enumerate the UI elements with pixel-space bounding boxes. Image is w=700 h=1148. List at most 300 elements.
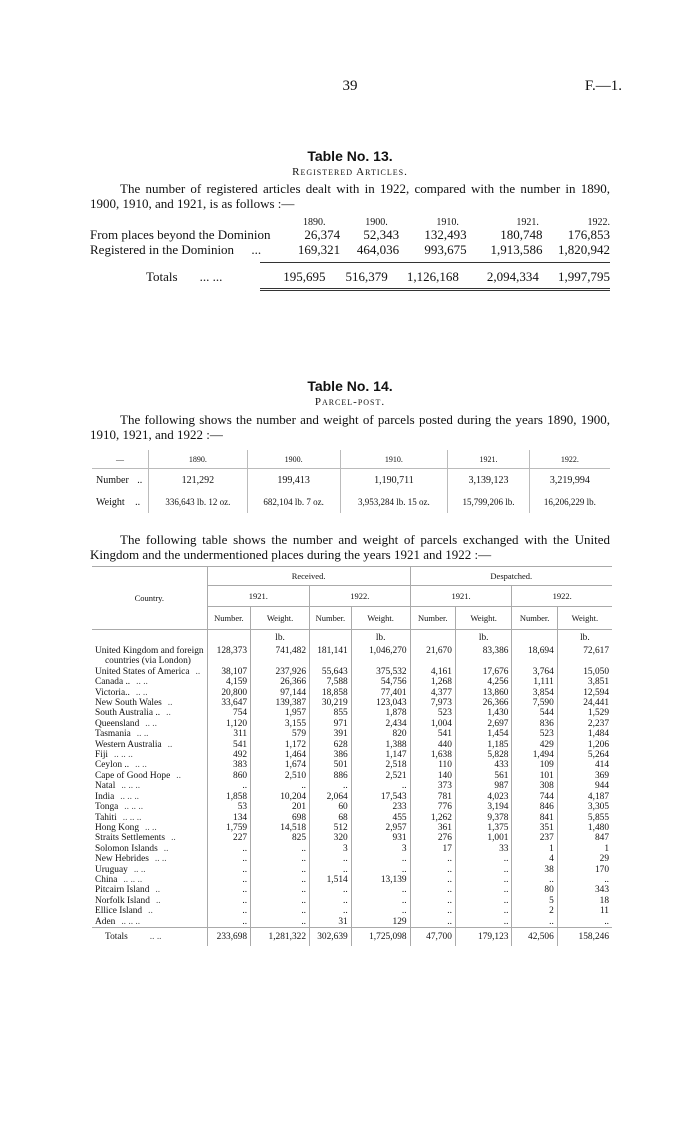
value-cell: .. [512, 917, 557, 928]
value-cell: 391 [310, 729, 352, 739]
value-cell: 129 [351, 917, 410, 928]
value-cell: 9,378 [455, 813, 512, 823]
value-cell: 944 [557, 781, 612, 791]
value-cell: .. [455, 865, 512, 875]
year-header: 1922. [310, 586, 411, 607]
value-cell: 501 [310, 760, 352, 770]
value-cell: 2,434 [351, 719, 410, 729]
value-cell: 201 [251, 802, 310, 812]
country-name: Western Australia .. [95, 739, 173, 750]
country-name: Pitcairn Island .. [95, 885, 161, 896]
value-cell: 1,190,711 [340, 469, 448, 492]
table-row [90, 228, 610, 243]
year-label: 1900. [365, 217, 388, 228]
value-cell: 110 [410, 760, 455, 770]
value-cell: 11 [557, 906, 612, 916]
value-cell: 29 [557, 854, 612, 864]
value-cell: 237 [512, 833, 557, 843]
value-cell: 7,588 [310, 677, 352, 687]
value-cell: 2 [512, 906, 557, 916]
value-cell: .. [251, 844, 310, 854]
value-cell: .. [410, 875, 455, 885]
table-row [92, 875, 612, 885]
value-cell: 544 [512, 708, 557, 718]
value-cell: 1,268 [410, 677, 455, 687]
country-name: Hong Kong .. .. [95, 822, 157, 833]
country-name: Canada .. .. .. [95, 677, 148, 688]
value-cell: 180,748 [500, 227, 543, 242]
value-cell: 541 [207, 740, 251, 750]
value-cell: 134 [207, 813, 251, 823]
value-cell: 3,194 [455, 802, 512, 812]
value-cell: 1,046,270 [351, 646, 410, 667]
value-cell: .. [557, 875, 612, 885]
value-cell: 781 [410, 792, 455, 802]
value-cell: 14,518 [251, 823, 310, 833]
value-cell: 311 [207, 729, 251, 739]
value-cell: .. [455, 917, 512, 928]
header-row [92, 567, 612, 586]
value-cell: .. [351, 865, 410, 875]
total-cell: 1,725,098 [351, 927, 410, 946]
value-cell: 2,518 [351, 760, 410, 770]
value-cell: 433 [455, 760, 512, 770]
total-cell: 42,506 [512, 927, 557, 946]
value-cell: 855 [310, 708, 352, 718]
value-cell: 1,878 [351, 708, 410, 718]
value-cell: 4,161 [410, 667, 455, 677]
value-cell: 1,430 [455, 708, 512, 718]
value-cell: 20,800 [207, 688, 251, 698]
value-cell: 776 [410, 802, 455, 812]
value-cell: 3,219,994 [529, 469, 610, 492]
table-row [92, 781, 612, 791]
value-cell: .. [207, 781, 251, 791]
value-cell: 1,514 [310, 875, 352, 885]
value-cell: .. [351, 896, 410, 906]
unit-label: lb. [251, 630, 310, 647]
value-cell: 860 [207, 771, 251, 781]
value-cell: 3,851 [557, 677, 612, 687]
value-cell: 54,756 [351, 677, 410, 687]
value-cell: 181,141 [310, 646, 352, 667]
value-cell: .. [351, 906, 410, 916]
country-header: Country. [92, 567, 207, 630]
value-cell: 579 [251, 729, 310, 739]
value-cell: 170 [557, 865, 612, 875]
value-cell: 1,480 [557, 823, 612, 833]
country-name: Uruguay .. .. [95, 864, 146, 875]
total-cell: 2,094,334 [486, 269, 539, 284]
value-cell: 38,107 [207, 667, 251, 677]
value-cell: .. [207, 917, 251, 928]
table-row [92, 729, 612, 739]
value-cell: 5,855 [557, 813, 612, 823]
total-cell: 1,997,795 [557, 269, 610, 284]
value-cell: 383 [207, 760, 251, 770]
value-cell: 741,482 [251, 646, 310, 667]
page-number: 39 [342, 78, 358, 94]
value-cell: .. [410, 865, 455, 875]
value-cell: 3,139,123 [448, 469, 529, 492]
value-cell: .. [310, 885, 352, 895]
country-rows [92, 646, 612, 927]
value-cell: 18,694 [512, 646, 557, 667]
value-cell: 83,386 [455, 646, 512, 667]
value-cell: 121,292 [149, 469, 248, 492]
value-cell: 4,377 [410, 688, 455, 698]
row-label: From places beyond the Dominion [90, 227, 271, 242]
weight-header: Weight. [351, 607, 410, 630]
number-header: Number. [310, 607, 352, 630]
value-cell: 1,262 [410, 813, 455, 823]
value-cell: 698 [251, 813, 310, 823]
value-cell: 541 [410, 729, 455, 739]
value-cell: 343 [557, 885, 612, 895]
corner-cell: — [92, 450, 149, 469]
value-cell: .. [251, 875, 310, 885]
value-cell: 7,973 [410, 698, 455, 708]
country-name: Natal .. .. .. [95, 781, 141, 792]
value-cell: .. [455, 896, 512, 906]
value-cell: 1,185 [455, 740, 512, 750]
year-label: 1921. [448, 450, 529, 469]
value-cell: 176,853 [567, 227, 610, 242]
totals-row [92, 927, 612, 946]
table-row [92, 491, 610, 513]
value-cell: 492 [207, 750, 251, 760]
table-row [92, 740, 612, 750]
table-row [92, 667, 612, 677]
value-cell: 1,464 [251, 750, 310, 760]
value-cell: 5,264 [557, 750, 612, 760]
value-cell: 1,494 [512, 750, 557, 760]
value-cell: 1,454 [455, 729, 512, 739]
value-cell: 1,858 [207, 792, 251, 802]
year-label: 1921. [516, 217, 539, 228]
number-header: Number. [207, 607, 251, 630]
value-cell: 80 [512, 885, 557, 895]
value-cell: 227 [207, 833, 251, 843]
table13-intro: The number of registered articles dealt with in 1922, compared with the number in 1890, 1900, 1910, and 1921, is as follows :— [90, 181, 610, 211]
value-cell: 744 [512, 792, 557, 802]
value-cell: .. [410, 906, 455, 916]
value-cell: 4 [512, 854, 557, 864]
table-row [92, 865, 612, 875]
value-cell: .. [251, 906, 310, 916]
unit-label: lb. [557, 630, 612, 647]
table-row [92, 844, 612, 854]
value-cell: 31 [310, 917, 352, 928]
value-cell: .. [251, 854, 310, 864]
value-cell: 16,206,229 lb. [529, 491, 610, 513]
value-cell: 276 [410, 833, 455, 843]
totals-label: Totals .. .. [92, 927, 207, 946]
value-cell: .. [207, 896, 251, 906]
value-cell: 1 [557, 844, 612, 854]
value-cell: 132,493 [424, 227, 467, 242]
value-cell: 30,219 [310, 698, 352, 708]
value-cell: 21,670 [410, 646, 455, 667]
table-row [92, 771, 612, 781]
table13-title: Table No. 13. [307, 148, 393, 164]
country-name: South Australia .. .. [95, 708, 171, 719]
table-row [92, 833, 612, 843]
double-rule [260, 288, 610, 291]
value-cell: .. [310, 896, 352, 906]
year-label: 1922. [587, 217, 610, 228]
country-name: India .. .. .. [95, 791, 140, 802]
value-cell: .. [207, 865, 251, 875]
total-cell: 1,126,168 [406, 269, 459, 284]
value-cell: 17,676 [455, 667, 512, 677]
value-cell: 847 [557, 833, 612, 843]
country-name: Queensland .. .. [95, 718, 157, 729]
table-row [90, 243, 610, 258]
country-name: China .. .. .. [95, 874, 143, 885]
value-cell: .. [351, 854, 410, 864]
value-cell: 1,638 [410, 750, 455, 760]
value-cell: 464,036 [356, 242, 400, 257]
totals-label: Totals ... ... [146, 269, 223, 284]
year-header-row [90, 213, 610, 228]
value-cell: 199,413 [247, 469, 340, 492]
value-cell: 18,858 [310, 688, 352, 698]
value-cell: 2,237 [557, 719, 612, 729]
value-cell: 841 [512, 813, 557, 823]
total-cell: 233,698 [207, 927, 251, 946]
year-header: 1921. [410, 586, 512, 607]
year-label: 1890. [303, 217, 326, 228]
value-cell: .. [410, 896, 455, 906]
value-cell: 512 [310, 823, 352, 833]
value-cell: 836 [512, 719, 557, 729]
value-cell: .. [207, 854, 251, 864]
country-name: Solomon Islands .. [95, 843, 169, 854]
value-cell: 77,401 [351, 688, 410, 698]
value-cell: 1,957 [251, 708, 310, 718]
value-cell: 52,343 [363, 227, 400, 242]
value-cell: 38 [512, 865, 557, 875]
value-cell: 1,001 [455, 833, 512, 843]
row-label: Registered in the Dominion ... [90, 242, 262, 257]
table-row [92, 469, 610, 492]
value-cell: .. [310, 854, 352, 864]
country-name: Tasmania .. .. [95, 729, 149, 740]
value-cell: 523 [410, 708, 455, 718]
value-cell: 4,187 [557, 792, 612, 802]
total-cell: 516,379 [345, 269, 388, 284]
value-cell: .. [251, 917, 310, 928]
value-cell: 3 [351, 844, 410, 854]
parcel-post-table [92, 450, 610, 513]
value-cell: 386 [310, 750, 352, 760]
value-cell: 26,366 [455, 698, 512, 708]
weight-header: Weight. [455, 607, 512, 630]
value-cell: 4,256 [455, 677, 512, 687]
value-cell: 3,305 [557, 802, 612, 812]
registered-articles-table [90, 213, 610, 291]
total-cell: 195,695 [283, 269, 326, 284]
value-cell: 931 [351, 833, 410, 843]
number-header: Number. [410, 607, 455, 630]
value-cell: 5,828 [455, 750, 512, 760]
value-cell: 1,147 [351, 750, 410, 760]
country-name: Aden .. .. .. [95, 916, 141, 927]
value-cell: 15,799,206 lb. [448, 491, 529, 513]
value-cell: 3,764 [512, 667, 557, 677]
value-cell: 1,484 [557, 729, 612, 739]
value-cell: 2,510 [251, 771, 310, 781]
value-cell: 682,104 lb. 7 oz. [247, 491, 340, 513]
value-cell: 1,529 [557, 708, 612, 718]
year-label: 1910. [436, 217, 459, 228]
year-header: 1921. [207, 586, 309, 607]
value-cell: 17,543 [351, 792, 410, 802]
country-name: New Hebrides .. .. [95, 854, 167, 865]
value-cell: 987 [455, 781, 512, 791]
number-header: Number. [512, 607, 557, 630]
table-row [92, 760, 612, 770]
value-cell: .. [455, 906, 512, 916]
row-label: Number .. [92, 469, 149, 492]
value-cell: 3 [310, 844, 352, 854]
value-cell: 993,675 [424, 242, 467, 257]
value-cell: 123,043 [351, 698, 410, 708]
table-row [92, 802, 612, 812]
value-cell: 13,139 [351, 875, 410, 885]
value-cell: .. [410, 917, 455, 928]
country-name: United Kingdom and foreign countries (via London) [95, 646, 204, 667]
table13-subtitle: Registered Articles. [292, 166, 408, 178]
value-cell: 1,172 [251, 740, 310, 750]
value-cell: 373 [410, 781, 455, 791]
unit-label: lb. [455, 630, 512, 647]
table-row [92, 719, 612, 729]
value-cell: 369 [557, 771, 612, 781]
table-row [92, 792, 612, 802]
value-cell: 53 [207, 802, 251, 812]
value-cell: 18 [557, 896, 612, 906]
value-cell: 26,366 [251, 677, 310, 687]
value-cell: 33,647 [207, 698, 251, 708]
year-label: 1890. [149, 450, 248, 469]
value-cell: 1,388 [351, 740, 410, 750]
value-cell: 561 [455, 771, 512, 781]
weight-header: Weight. [251, 607, 310, 630]
table-row [92, 917, 612, 928]
table-row [92, 885, 612, 895]
value-cell: 1,004 [410, 719, 455, 729]
value-cell: .. [455, 875, 512, 885]
value-cell: 72,617 [557, 646, 612, 667]
value-cell: 237,926 [251, 667, 310, 677]
value-cell: 825 [251, 833, 310, 843]
value-cell: 33 [455, 844, 512, 854]
value-cell: 1,206 [557, 740, 612, 750]
value-cell: .. [310, 906, 352, 916]
value-cell: 523 [512, 729, 557, 739]
value-cell: 5 [512, 896, 557, 906]
value-cell: 361 [410, 823, 455, 833]
despatched-header: Despatched. [410, 567, 612, 586]
value-cell: 139,387 [251, 698, 310, 708]
table-row [92, 750, 612, 760]
value-cell: 375,532 [351, 667, 410, 677]
country-name: Cape of Good Hope .. [95, 770, 181, 781]
value-cell: .. [455, 854, 512, 864]
value-cell: 1,913,586 [490, 242, 543, 257]
value-cell: 1,820,942 [558, 242, 610, 257]
year-label: 1900. [247, 450, 340, 469]
value-cell: 2,697 [455, 719, 512, 729]
value-cell: 429 [512, 740, 557, 750]
country-name: Victoria.. .. .. [95, 687, 148, 698]
value-cell: 24,441 [557, 698, 612, 708]
table-row [92, 896, 612, 906]
value-cell: 4,023 [455, 792, 512, 802]
row-label: Weight .. [96, 496, 141, 508]
value-cell: 2,957 [351, 823, 410, 833]
value-cell: 2,521 [351, 771, 410, 781]
table-row [92, 646, 612, 667]
value-cell: 55,643 [310, 667, 352, 677]
value-cell: 15,050 [557, 667, 612, 677]
table-row [92, 688, 612, 698]
value-cell: 2,064 [310, 792, 352, 802]
value-cell: 109 [512, 760, 557, 770]
value-cell: 140 [410, 771, 455, 781]
value-cell: .. [251, 865, 310, 875]
table-row [92, 813, 612, 823]
country-name: Tahiti .. .. .. [95, 812, 142, 823]
value-cell: .. [557, 917, 612, 928]
totals-row [90, 263, 610, 285]
value-cell: 971 [310, 719, 352, 729]
value-cell: 233 [351, 802, 410, 812]
received-header: Received. [207, 567, 410, 586]
total-cell: 47,700 [410, 927, 455, 946]
value-cell: 97,144 [251, 688, 310, 698]
country-name: Straits Settlements .. [95, 833, 176, 844]
value-cell: 3,155 [251, 719, 310, 729]
table-row [92, 906, 612, 916]
value-cell: 7,590 [512, 698, 557, 708]
table-row [92, 708, 612, 718]
value-cell: 336,643 lb. 12 oz. [149, 491, 248, 513]
value-cell: 1,120 [207, 719, 251, 729]
value-cell: 754 [207, 708, 251, 718]
value-cell: .. [410, 885, 455, 895]
value-cell: 1,111 [512, 677, 557, 687]
value-cell: .. [512, 875, 557, 885]
country-name: Tonga .. .. .. [95, 802, 144, 813]
value-cell: 169,321 [297, 242, 341, 257]
value-cell: 1 [512, 844, 557, 854]
value-cell: .. [410, 854, 455, 864]
year-header-row [92, 450, 610, 469]
value-cell: 886 [310, 771, 352, 781]
total-cell: 158,246 [557, 927, 612, 946]
value-cell: 68 [310, 813, 352, 823]
table-row [92, 698, 612, 708]
value-cell: 308 [512, 781, 557, 791]
value-cell: .. [310, 865, 352, 875]
table14-title: Table No. 14. [307, 378, 393, 394]
value-cell: 26,374 [304, 227, 341, 242]
value-cell: .. [207, 875, 251, 885]
value-cell: 1,759 [207, 823, 251, 833]
